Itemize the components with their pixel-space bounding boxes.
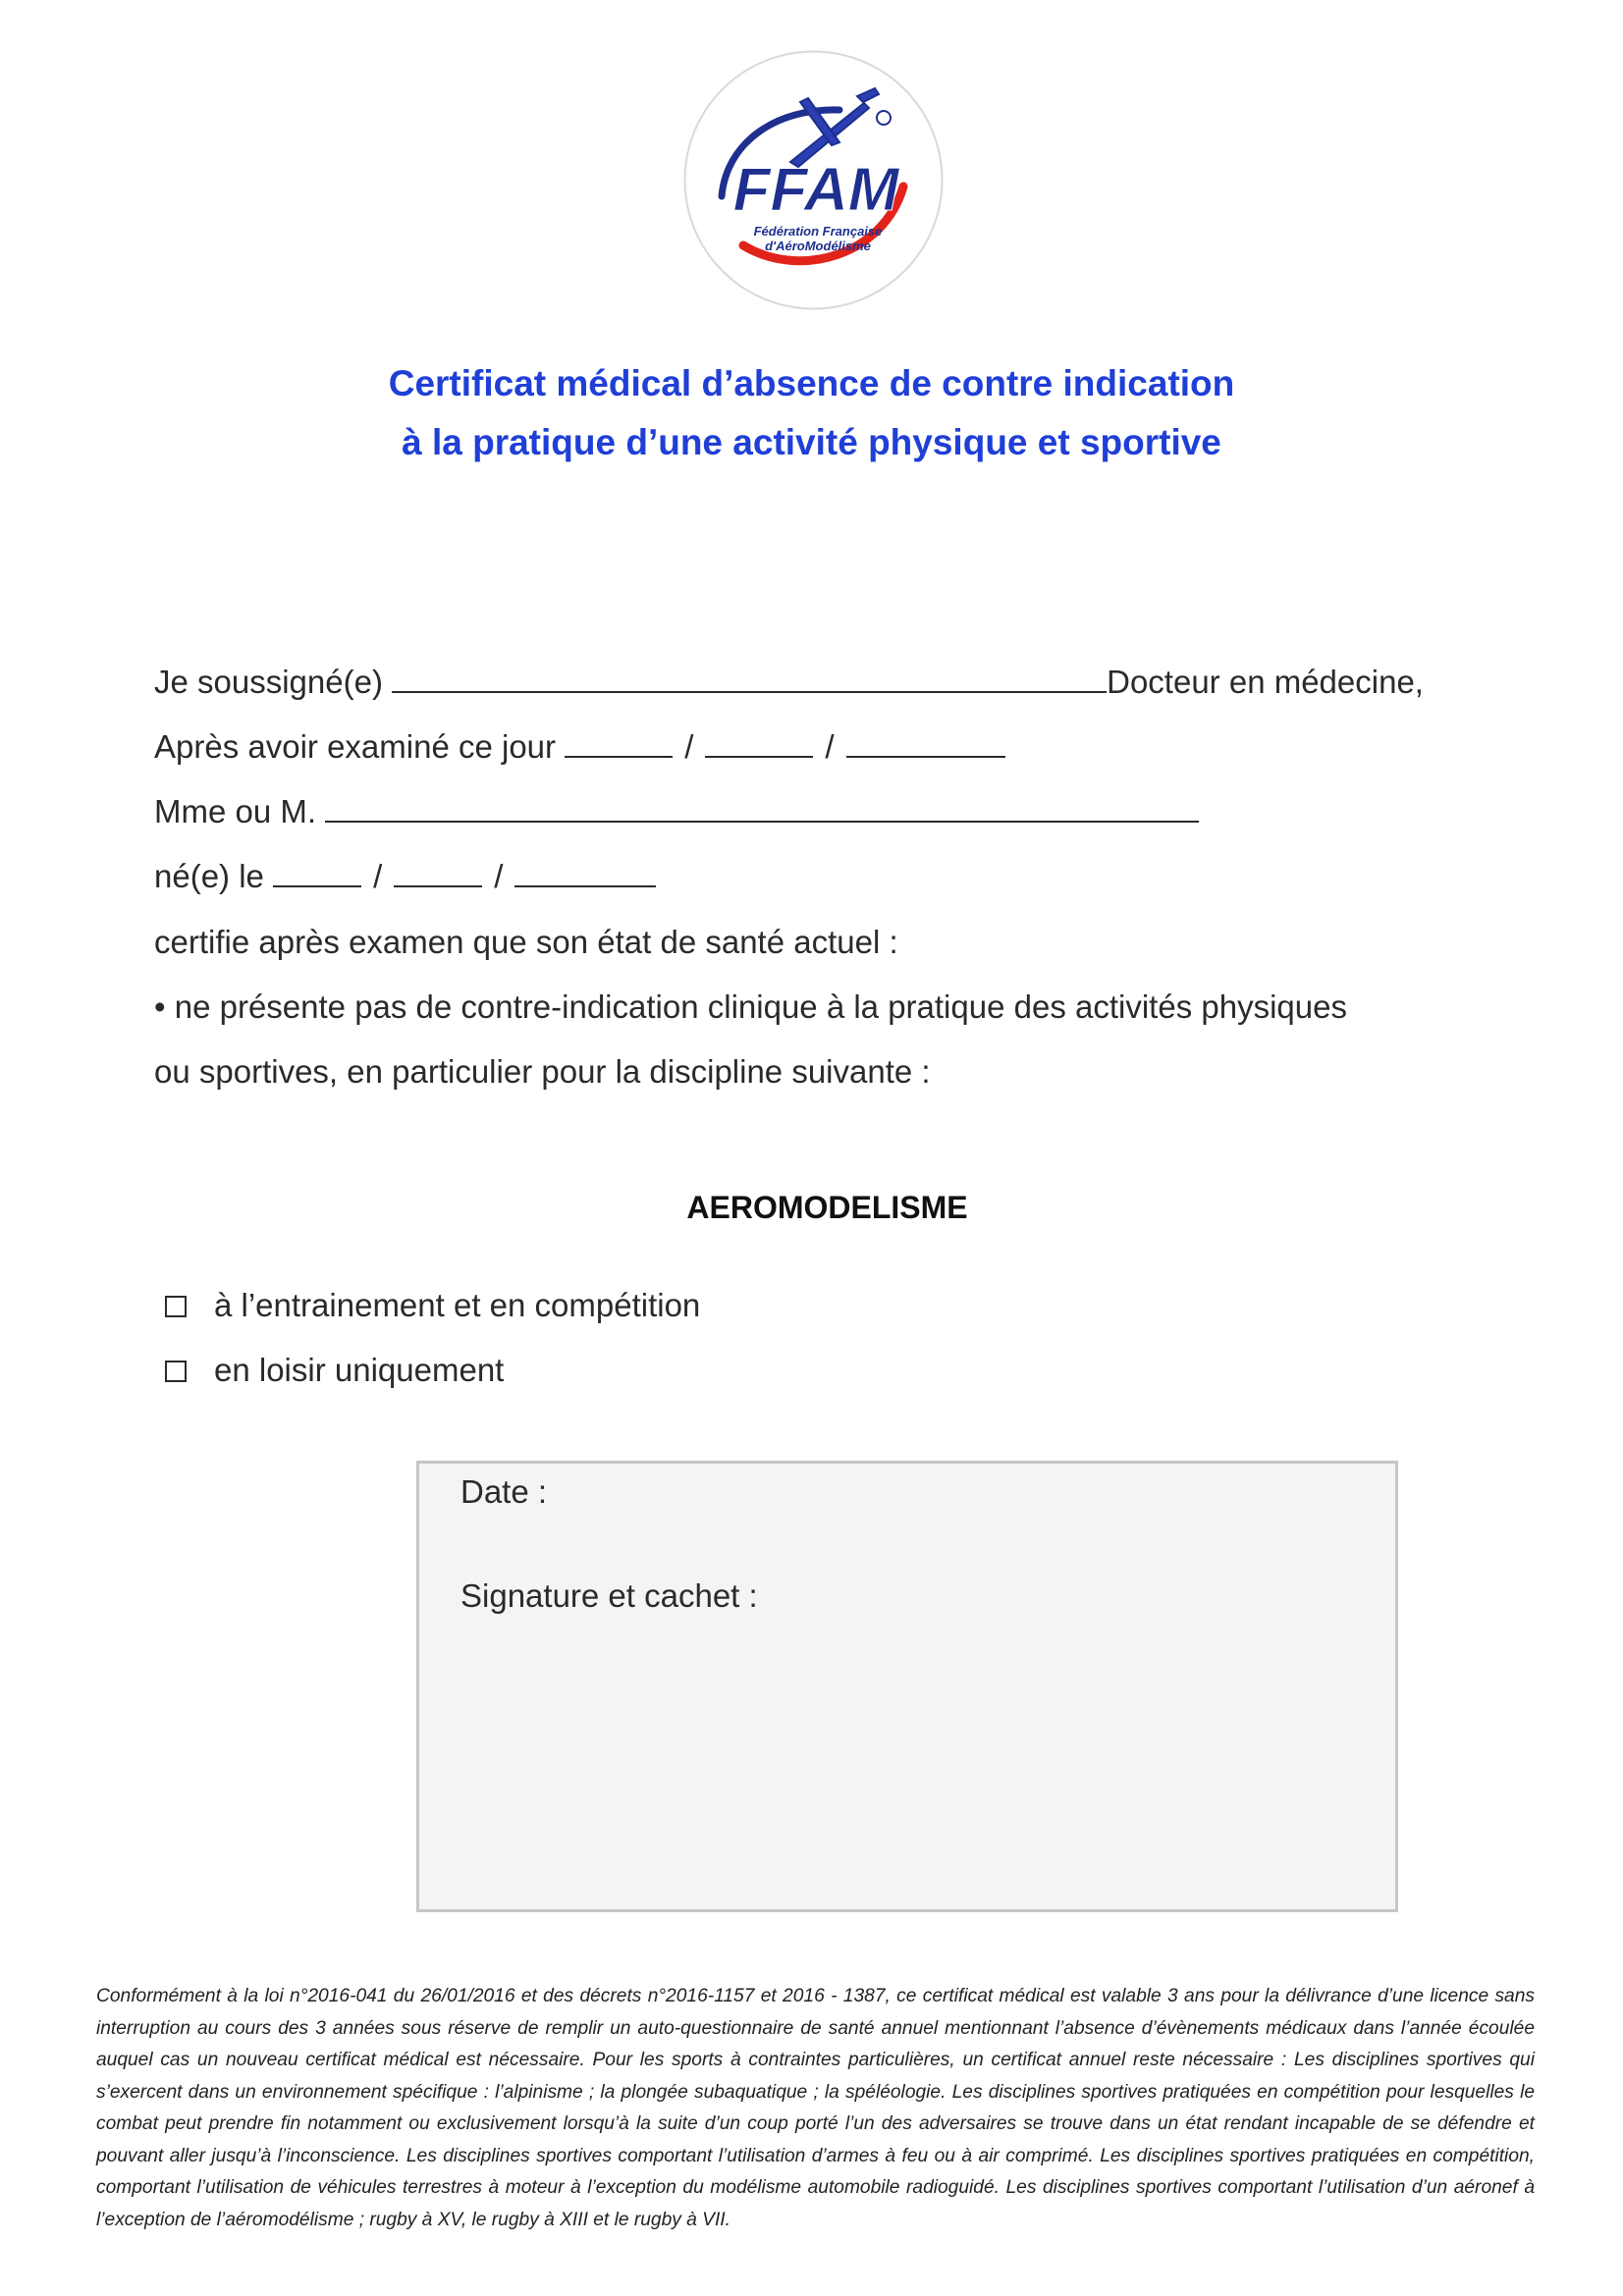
discipline-intro-text: ou sportives, en particulier pour la discipline suivante : bbox=[154, 1053, 931, 1090]
birth-year-field[interactable] bbox=[514, 856, 656, 887]
option-training-competition[interactable] bbox=[165, 1286, 700, 1325]
patient-label: Mme ou M. bbox=[154, 793, 317, 829]
birth-date-line bbox=[154, 856, 656, 896]
signature-box[interactable] bbox=[416, 1461, 1398, 1912]
doctor-suffix: Docteur en médecine, bbox=[1107, 664, 1424, 700]
logo-line-2: d'AéroModélisme bbox=[765, 239, 871, 253]
title-line-2: à la pratique d’une activité physique et sportive bbox=[402, 422, 1221, 462]
doctor-prefix: Je soussigné(e) bbox=[154, 664, 383, 700]
date-separator: / bbox=[373, 858, 383, 894]
exam-date-label: Après avoir examiné ce jour bbox=[154, 728, 557, 765]
birth-day-field[interactable] bbox=[273, 856, 361, 887]
title-line-1: Certificat médical d’absence de contre indication bbox=[388, 363, 1235, 403]
patient-line bbox=[154, 791, 1199, 831]
ffam-logo bbox=[682, 49, 945, 311]
option-leisure[interactable] bbox=[165, 1351, 504, 1390]
date-separator: / bbox=[494, 858, 504, 894]
doctor-line bbox=[154, 662, 1424, 702]
date-label: Date : bbox=[460, 1473, 548, 1510]
exam-day-field[interactable] bbox=[565, 726, 673, 758]
checkbox-training-competition[interactable] bbox=[165, 1296, 187, 1317]
checkbox-leisure[interactable] bbox=[165, 1361, 187, 1382]
logo-acronym: FFAM bbox=[732, 156, 899, 224]
birth-month-field[interactable] bbox=[394, 856, 482, 887]
birth-label: né(e) le bbox=[154, 858, 264, 894]
no-contra-text: • ne présente pas de contre-indication clinique à la pratique des activités physiques bbox=[154, 988, 1347, 1025]
exam-month-field[interactable] bbox=[705, 726, 813, 758]
legal-notice: Conformément à la loi n°2016-041 du 26/01/2016 et des décrets n°2016-1157 et 2016 - 1387, ce certificat médical est valable 3 ans pour la délivrance d’une licence sans interruption au cours des 3 années sous réserve de remplir un auto-questionnaire de santé annuel mentionnant l’absence d’évènements médicaux dans l’année écoulée auquel cas un nouveau certificat médical est nécessaire. Pour les sports à contraintes particulières, un certificat annuel reste nécessaire : Les disciplines sportives qui s’exercent dans un environnement spécifique : l’alpinisme ; la plongée subaquatique ; la spéléologie. Les disciplines sportives pratiquées en compétition pour lesquelles le combat peut prendre fin notamment ou exclusivement lorsqu’à la suite d’un coup porté l’un des adversaires se trouve dans un état rendant incapable de se défendre et pouvant aller jusqu’à l’inconscience. Les disciplines sportives comportant l’utilisation d’armes à feu ou à air comprimé. Les disciplines sportives pratiquées en compétition, comportant l’utilisation de véhicules terrestres à moteur à l’exception du modélisme automobile radioguidé. Les disciplines sportives comportant l’utilisation d’un aéronef à l’exception de l’aéromodélisme ; rugby à XV, le rugby à XIII et le rugby à VII. bbox=[96, 1986, 1535, 2230]
exam-year-field[interactable] bbox=[846, 726, 1005, 758]
signature-label: Signature et cachet : bbox=[460, 1577, 758, 1614]
patient-name-field[interactable] bbox=[325, 791, 1199, 823]
option-label: à l’entrainement et en compétition bbox=[214, 1287, 701, 1323]
date-separator: / bbox=[825, 728, 835, 765]
option-label: en loisir uniquement bbox=[214, 1352, 505, 1388]
certify-text: certifie après examen que son état de santé actuel : bbox=[154, 924, 898, 960]
exam-date-line bbox=[154, 726, 1005, 767]
date-separator: / bbox=[684, 728, 694, 765]
logo-line-1: Fédération Française bbox=[753, 224, 883, 239]
discipline-heading: AEROMODELISME bbox=[686, 1190, 968, 1225]
doctor-name-field[interactable] bbox=[392, 662, 1107, 693]
